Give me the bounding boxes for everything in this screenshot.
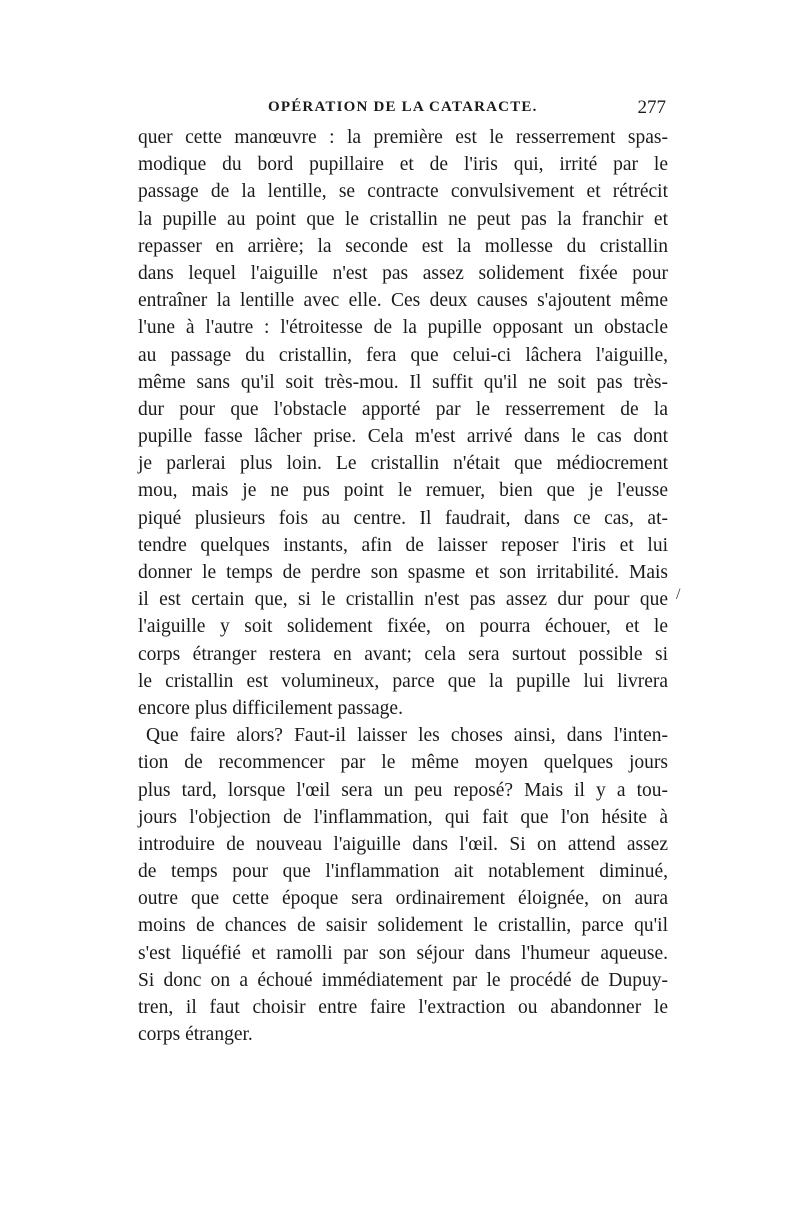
running-title: OPÉRATION DE LA CATARACTE. <box>268 99 538 115</box>
paragraph-last-line: encore plus difficilement passage. <box>138 697 403 719</box>
paragraph-last-line: corps étranger. <box>138 1024 253 1046</box>
text-line: il est certain que, si le cristallin n'est pas assez dur pour que <box>138 589 668 611</box>
text-line: l'une à l'autre : l'étroitesse de la pupille opposant un obstacle <box>138 317 668 339</box>
text-line: dur pour que l'obstacle apporté par le resserrement de la <box>138 398 668 420</box>
text-line: Si donc on a échoué immédiatement par le procédé de Dupuy- <box>138 969 668 991</box>
text-line: plus tard, lorsque l'œil sera un peu reposé? Mais il y a tou- <box>138 779 668 801</box>
text-line: passage de la lentille, se contracte convulsivement et rétrécit <box>138 181 668 203</box>
page-number: 277 <box>637 97 666 118</box>
text-line: au passage du cristallin, fera que celui-ci lâchera l'aiguille, <box>138 344 668 366</box>
text-line: même sans qu'il soit très-mou. Il suffit qu'il ne soit pas très- <box>138 371 668 393</box>
running-head <box>140 99 670 123</box>
margin-mark: / <box>676 586 681 603</box>
text-line: je parlerai plus loin. Le cristallin n'était que médiocrement <box>138 453 668 475</box>
text-line: mou, mais je ne pus point le remuer, bien que je l'eusse <box>138 480 668 502</box>
text-line: tendre quelques instants, afin de laisser reposer l'iris et lui <box>138 534 668 556</box>
text-line: tren, il faut choisir entre faire l'extraction ou abandonner le <box>138 997 668 1018</box>
text-line: quer cette manœuvre : la première est le resserrement spas- <box>138 127 668 148</box>
text-line: pupille fasse lâcher prise. Cela m'est arrivé dans le cas dont <box>138 426 668 448</box>
text-line: tion de recommencer par le même moyen quelques jours <box>138 752 668 774</box>
text-line: piqué plusieurs fois au centre. Il faudrait, dans ce cas, at- <box>138 507 668 529</box>
text-line: outre que cette époque sera ordinairement éloignée, on aura <box>138 888 668 910</box>
text-line: jours l'objection de l'inflammation, qui fait que l'on hésite à <box>138 806 668 828</box>
text-line: s'est liquéfié et ramolli par son séjour dans l'humeur aqueuse. <box>138 942 668 964</box>
text-line: la pupille au point que le cristallin ne peut pas la franchir et <box>138 208 668 230</box>
text-line: le cristallin est volumineux, parce que la pupille lui livrera <box>138 670 668 692</box>
text-line: repasser en arrière; la seconde est la mollesse du cristallin <box>138 235 668 257</box>
text-line: donner le temps de perdre son spasme et son irritabilité. Mais <box>138 562 668 583</box>
body-text <box>138 124 668 1048</box>
text-line: de temps pour que l'inflammation ait notablement diminué, <box>138 861 668 883</box>
text-line: dans lequel l'aiguille n'est pas assez solidement fixée pour <box>138 262 668 284</box>
text-line: entraîner la lentille avec elle. Ces deux causes s'ajoutent même <box>138 290 668 312</box>
text-line: moins de chances de saisir solidement le cristallin, parce qu'il <box>138 915 668 937</box>
text-line: introduire de nouveau l'aiguille dans l'œil. Si on attend assez <box>138 833 668 855</box>
text-line: l'aiguille y soit solidement fixée, on pourra échouer, et le <box>138 616 668 638</box>
text-line: modique du bord pupillaire et de l'iris qui, irrité par le <box>138 154 668 176</box>
text-line: corps étranger restera en avant; cela sera surtout possible si <box>138 643 668 665</box>
paragraph-first-line: Que faire alors? Faut-il laisser les choses ainsi, dans l'inten- <box>146 725 668 747</box>
